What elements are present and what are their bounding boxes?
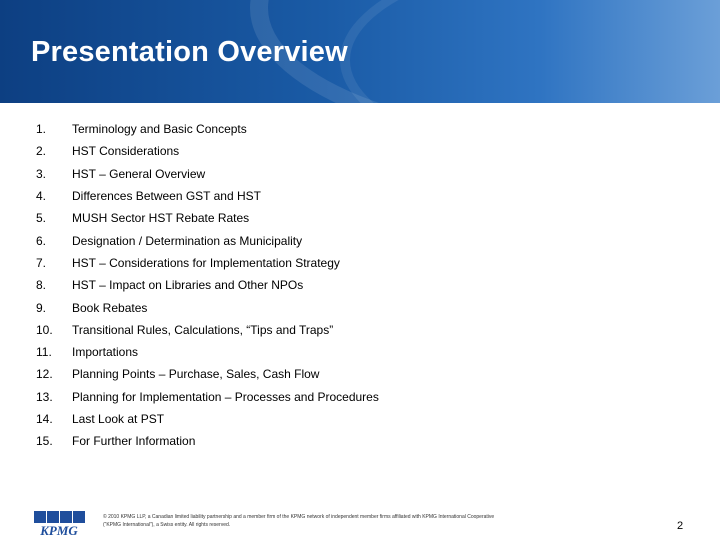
copyright-line: © 2010 KPMG LLP, a Canadian limited liability partnership and a member firm of the KPMG network of independent member firms affiliated with KPMG International Cooperative xyxy=(103,514,495,520)
agenda-item xyxy=(36,341,379,363)
agenda-number: 5. xyxy=(36,211,47,226)
agenda-text: Book Rebates xyxy=(72,300,148,315)
agenda-item xyxy=(36,185,379,207)
agenda-number: 2. xyxy=(36,144,47,159)
copyright-line: (“KPMG International”), a Swiss entity. All rights reserved. xyxy=(103,522,231,528)
agenda-number: 3. xyxy=(36,166,47,181)
agenda-number: 7. xyxy=(36,255,47,270)
agenda-text: Last Look at PST xyxy=(72,412,165,426)
title-banner xyxy=(0,0,720,103)
agenda-text: Planning Points – Purchase, Sales, Cash Flow xyxy=(72,367,320,382)
agenda-item xyxy=(36,386,379,408)
page-number: 2 xyxy=(677,520,684,532)
banner-decoration xyxy=(340,0,720,103)
agenda-item xyxy=(36,229,379,251)
agenda-text: HST – General Overview xyxy=(72,166,206,181)
agenda-text: Differences Between GST and HST xyxy=(72,189,261,204)
copyright-notice xyxy=(103,513,603,529)
agenda-list xyxy=(36,118,379,452)
agenda-text: HST – Considerations for Implementation Strategy xyxy=(72,255,340,270)
agenda-number: 11. xyxy=(36,345,52,360)
agenda-item xyxy=(36,207,379,229)
agenda-text: Planning for Implementation – Processes and Procedures xyxy=(72,389,379,404)
agenda-number: 6. xyxy=(36,233,47,248)
agenda-number: 8. xyxy=(36,278,47,293)
agenda-item xyxy=(36,363,379,385)
agenda-text: For Further Information xyxy=(72,434,196,449)
agenda-text: Designation / Determination as Municipality xyxy=(72,233,303,248)
agenda-text: Terminology and Basic Concepts xyxy=(72,122,247,137)
agenda-text: HST – Impact on Libraries and Other NPOs xyxy=(72,278,304,293)
agenda-item xyxy=(36,274,379,296)
agenda-text: HST Considerations xyxy=(72,144,180,159)
slide-title: Presentation Overview xyxy=(31,36,348,68)
agenda-item xyxy=(36,430,379,452)
kpmg-logo-block xyxy=(34,511,46,523)
agenda-item xyxy=(36,118,379,140)
agenda-number: 15. xyxy=(36,434,53,449)
agenda-number: 1. xyxy=(36,122,47,137)
kpmg-logo xyxy=(28,510,90,538)
agenda-number: 9. xyxy=(36,300,47,315)
agenda-item xyxy=(36,319,379,341)
kpmg-logo-block xyxy=(73,511,85,523)
agenda-item xyxy=(36,296,379,318)
agenda-number: 10. xyxy=(36,322,53,337)
agenda-text: MUSH Sector HST Rebate Rates xyxy=(72,211,250,226)
agenda-number: 14. xyxy=(36,412,53,426)
agenda-number: 12. xyxy=(36,367,53,382)
agenda-text: Transitional Rules, Calculations, “Tips and Traps” xyxy=(72,322,334,337)
kpmg-logo-block xyxy=(47,511,59,523)
agenda-item xyxy=(36,408,379,430)
agenda-item xyxy=(36,252,379,274)
kpmg-logo-text: KPMG xyxy=(40,523,78,538)
agenda-item xyxy=(36,140,379,162)
kpmg-logo-block xyxy=(60,511,72,523)
agenda-number: 4. xyxy=(36,189,47,204)
agenda-number: 13. xyxy=(36,389,53,404)
agenda-item xyxy=(36,163,379,185)
agenda-text: Importations xyxy=(72,345,139,360)
